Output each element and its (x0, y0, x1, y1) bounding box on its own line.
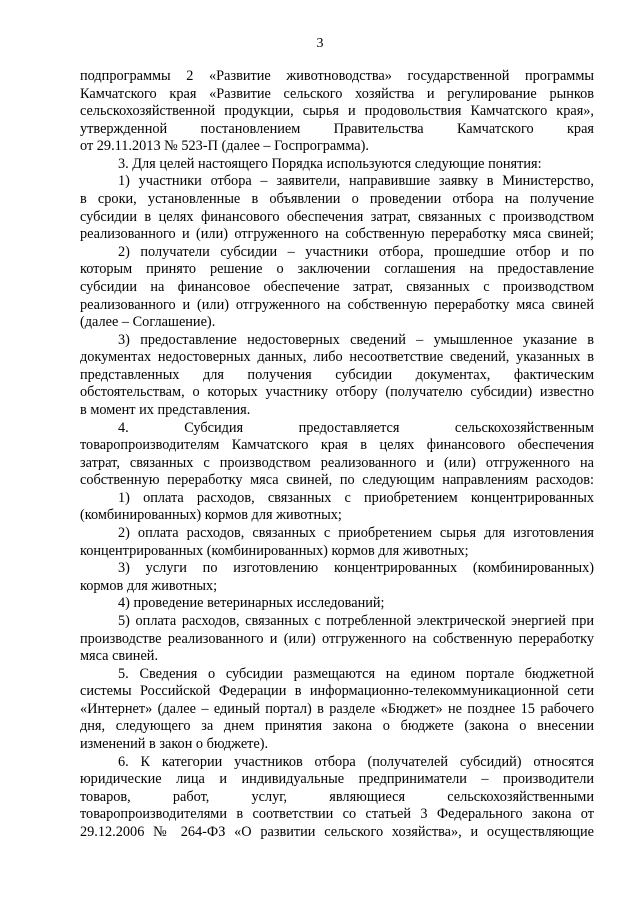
text-line: собственную переработку мяса свиней, по следующим направлениям расходов: (80, 472, 594, 489)
text-line: субсидии на финансовое обеспечение затрат, связанных с производством (80, 278, 594, 295)
text-line: товаров, работ, услуг, являющиеся сельскохозяйственными (80, 788, 594, 805)
text-line: утвержденной постановлением Правительства Камчатского края (80, 120, 594, 137)
text-line: реализованного и (или) отгруженного на собственную переработку мяса свиней; (80, 226, 594, 243)
text-line: товаропроизводителями в соответствии со статьей 3 Федерального закона от (80, 806, 594, 823)
text-line: (далее – Соглашение). (80, 314, 216, 331)
text-line: дня, следующего за днем принятия закона о бюджете (закона о внесении (80, 718, 594, 735)
text-line: мяса свиней. (80, 648, 159, 665)
text-line: 5) оплата расходов, связанных с потребленной электрической энергией при (118, 612, 594, 629)
text-line: 1) оплата расходов, связанных с приобретением концентрированных (118, 489, 594, 506)
text-line: 4. Субсидия предоставляется сельскохозяйственным (118, 419, 594, 436)
text-line: 1) участники отбора – заявители, направившие заявку в Министерство, (118, 173, 594, 190)
text-line: подпрограммы 2 «Развитие животноводства» государственной программы (80, 68, 594, 84)
text-line: изменений в закон о бюджете). (80, 735, 269, 752)
text-line: в сроки, установленные в объявлении о проведении отбора на получение (80, 191, 594, 208)
text-line: 3) услуги по изготовлению концентрированных (комбинированных) (118, 560, 594, 577)
text-line: 2) получатели субсидии – участники отбора, прошедшие отбор и по (118, 243, 594, 260)
text-line: представленных для получения субсидии документах, фактическим (80, 366, 594, 383)
text-line: 3. Для целей настоящего Порядка используются следующие понятия: (118, 155, 542, 172)
text-line: товаропроизводителям Камчатского края в целях финансового обеспечения (80, 437, 594, 454)
text-line: 3) предоставление недостоверных сведений – умышленное указание в (118, 331, 594, 348)
text-line: кормов для животных; (80, 577, 218, 594)
text-line: системы Российской Федерации в информационно-телекоммуникационной сети (80, 683, 594, 700)
text-line: 5. Сведения о субсидии размещаются на едином портале бюджетной (118, 665, 594, 682)
text-line: в момент их представления. (80, 401, 251, 418)
text-line: 4) проведение ветеринарных исследований; (118, 595, 385, 612)
text-line: «Интернет» (далее – единый портал) в разделе «Бюджет» не позднее 15 рабочего (80, 700, 594, 717)
page-number: 3 (316, 36, 324, 51)
text-line: затрат, связанных с производством реализованного и (или) отгруженного на (80, 454, 594, 471)
text-line: 29.12.2006 № 264-ФЗ «О развитии сельского хозяйства», и осуществляющие (80, 823, 594, 840)
text-line: Камчатского края «Развитие сельского хозяйства и регулирование рынков (80, 85, 594, 102)
document-body (80, 68, 594, 841)
text-line: юридические лица и индивидуальные предприниматели – производители (80, 771, 594, 788)
text-line: реализованного и (или) отгруженного на собственную переработку мяса свиней (80, 296, 594, 313)
text-line: обстоятельствам, о которых участнику отбору (получателю субсидии) известно (80, 384, 594, 401)
text-line: (комбинированных) кормов для животных; (80, 507, 342, 524)
text-line: производстве реализованного и (или) отгруженного на собственную переработку (80, 630, 594, 647)
text-line: субсидии в целях финансового обеспечения затрат, связанных с производством (80, 208, 594, 225)
text-line: от 29.11.2013 № 523-П (далее – Госпрограмма). (80, 138, 369, 155)
text-line: 2) оплата расходов, связанных с приобретением сырья для изготовления (118, 525, 594, 542)
text-line: сельскохозяйственной продукции, сырья и продовольствия Камчатского края», (80, 103, 594, 120)
text-line: документах недостоверных данных, либо несоответствие сведений, указанных в (80, 349, 594, 366)
text-line: 6. К категории участников отбора (получателей субсидий) относятся (118, 753, 594, 770)
text-line: концентрированных (комбинированных) кормов для животных; (80, 542, 469, 559)
text-line: которым принято решение о заключении соглашения на предоставление (80, 261, 594, 278)
